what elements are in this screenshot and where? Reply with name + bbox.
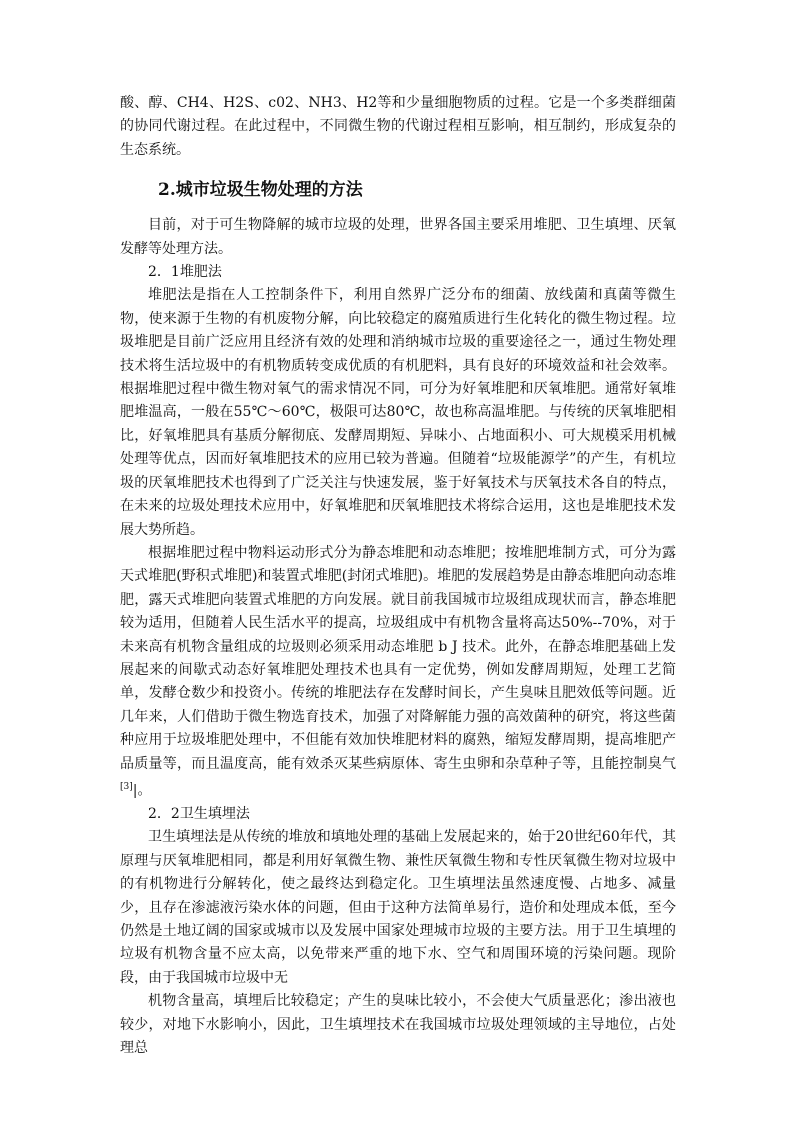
paragraph-landfill-definition: 卫生填埋法是从传统的堆放和填地处理的基础上发展起来的，始于20世纪60年代，其原理与厌氧堆肥相同，都是利用好氧微生物、兼性厌氧微生物和专性厌氧微生物对垃圾中的有机物进行分解转化，使之最终达到稳定化。卫生填埋法虽然速度慢、占地多、减量少，且存在渗滤液污染水体的问题，但由于这种方法简单易行，造价和处理成本低，至今仍然是土地辽阔的国家或城市以及发展中国家处理城市垃圾的主要方法。用于卫生填埋的垃圾有机物含量不应太高，以免带来严重的地下水、空气和周围环境的污染问题。现阶段，由于我国城市垃圾中无 [120, 829, 676, 986]
composting-types-end: |。 [132, 782, 152, 799]
citation-marker: [3] [120, 781, 133, 792]
paragraph-intro-continuation: 酸、醇、CH4、H2S、c02、NH3、H2等和少量细胞物质的过程。它是一个多类群细菌的协同代谢过程。在此过程中，不同微生物的代谢过程相互影响，相互制约，形成复杂的生态系统。 [120, 95, 676, 158]
subsection-heading-composting: 2．1堆肥法 [148, 264, 222, 281]
section-heading-methods: 2.城市垃圾生物处理的方法 [158, 180, 363, 201]
paragraph-landfill-continuation: 机物含量高，填埋后比较稳定；产生的臭味比较小，不会使大气质量恶化；渗出液也较少，对地下水影响小，因此，卫生填埋技术在我国城市垃圾处理领域的主导地位，占处理总 [120, 993, 676, 1057]
paragraph-methods-overview: 目前，对于可生物降解的城市垃圾的处理，世界各国主要采用堆肥、卫生填埋、厌氧发酵等处理方法。 [120, 217, 676, 257]
paragraph-composting-types [120, 542, 676, 803]
subsection-heading-landfill: 2．2卫生填埋法 [148, 806, 250, 823]
composting-types-text: 根据堆肥过程中物料运动形式分为静态堆肥和动态堆肥；按堆肥堆制方式，可分为露天式堆肥(野积式堆肥)和装置式堆肥(封闭式堆肥)。堆肥的发展趋势是由静态堆肥向动态堆肥，露天式堆肥向装置式堆肥的方向发展。就目前我国城市垃圾组成现状而言，静态堆肥较为适用，但随着人民生活水平的提高，垃圾组成中有机物含量将高达50%--70%，对于未来高有机物含量组成的垃圾则必须采用动态堆肥 b J 技术。此外，在静态堆肥基础上发展起来的间歇式动态好氧堆肥处理技术也具有一定优势，例如发酵周期短，处理工艺简单，发酵仓数少和投资小。传统的堆肥法存在发酵时间长，产生臭味且肥效低等问题。近几年来，人们借助于微生物选育技术，加强了对降解能力强的高效菌种的研究，将这些菌种应用于垃圾堆肥处理中，不但能有效加快堆肥材料的腐熟，缩短发酵周期，提高堆肥产品质量等，而且温度高，能有效杀灭某些病原体、寄生虫卵和杂草种子等，且能控制臭气 [120, 544, 676, 772]
paragraph-composting-definition: 堆肥法是指在人工控制条件下，利用自然界广泛分布的细菌、放线菌和真菌等微生物，使来源于生物的有机废物分解，向比较稳定的腐殖质进行生化转化的微生物过程。垃圾堆肥是目前广泛应用且经济有效的处理和消纳城市垃圾的重要途径之一，通过生物处理技术将生活垃圾中的有机物质转变成优质的有机肥料，具有良好的环境效益和社会效率。根据堆肥过程中微生物对氧气的需求情况不同，可分为好氧堆肥和厌氧堆肥。通常好氧堆肥堆温高，一般在55℃～60℃，极限可达80℃，故也称高温堆肥。与传统的厌氧堆肥相比，好氧堆肥具有基质分解彻底、发酵周期短、异味小、占地面积小、可大规模采用机械处理等优点，因而好氧堆肥技术的应用已较为普遍。但随着“垃圾能源学”的产生，有机垃圾的厌氧堆肥技术也得到了广泛关注与快速发展，鉴于好氧技术与厌氧技术各自的特点，在未来的垃圾处理技术应用中，好氧堆肥和厌氧堆肥技术将综合运用，这也是堆肥技术发展大势所趋。 [120, 287, 676, 538]
document-page [120, 92, 676, 1061]
